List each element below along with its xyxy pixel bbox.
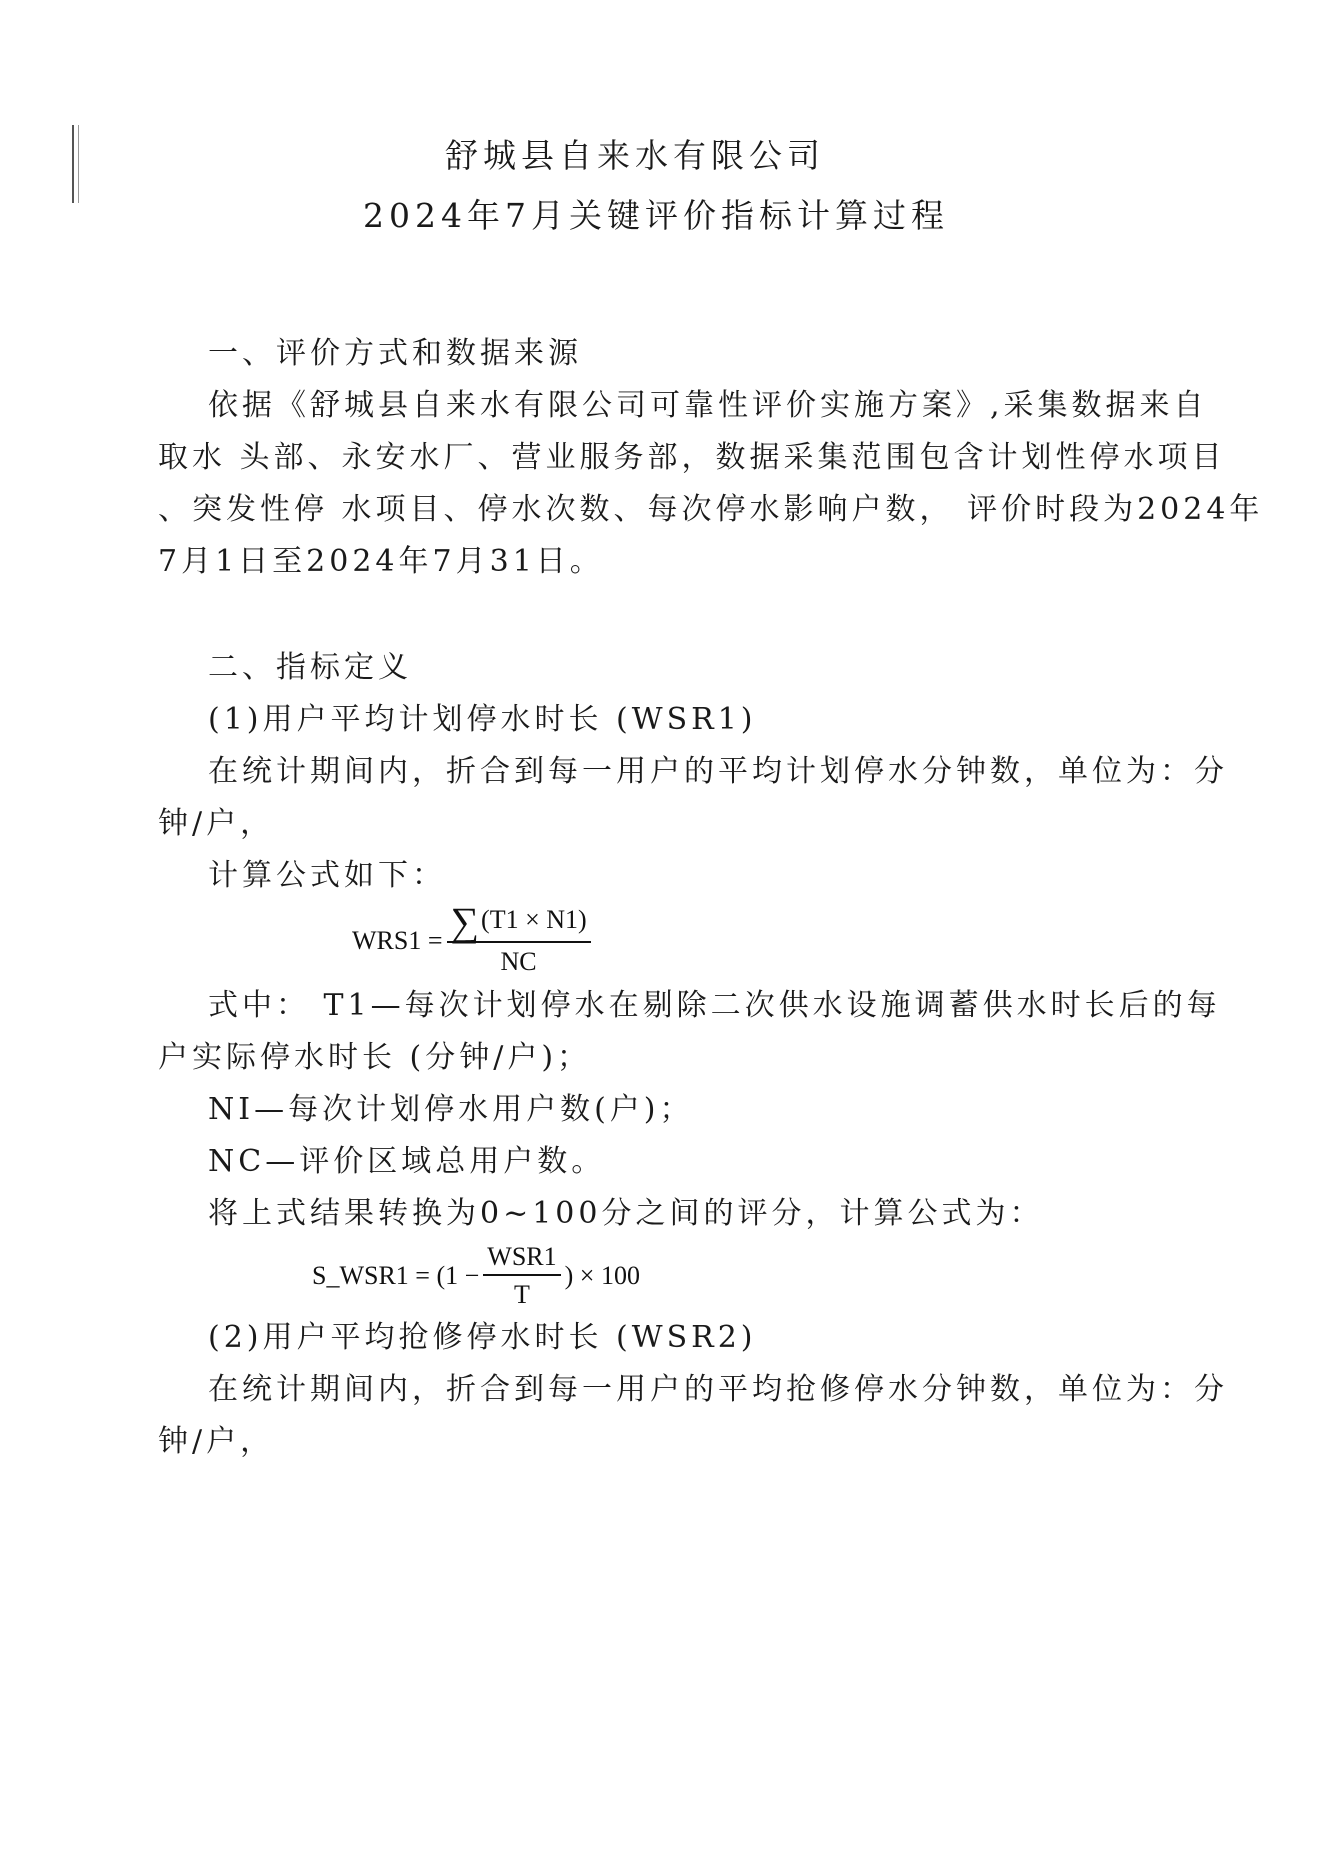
- convert-text: 将上式结果转换为0~100分之间的评分，计算公式为：: [208, 1196, 1044, 1231]
- formula-intro: 计算公式如下：: [208, 858, 446, 893]
- formula-wsr1: [352, 899, 595, 977]
- formula-wsr1-fraction: [447, 899, 591, 977]
- paragraph-1-line-3: 、突发性停 水项目、停水次数、每次停水影响户数， 评价时段为2024年: [158, 492, 1264, 527]
- item-2-heading: (2)用户平均抢修停水时长 (WSR2): [208, 1320, 757, 1355]
- definition-t1-line-2: 户实际停水时长 (分钟/户)；: [158, 1040, 592, 1075]
- binding-mark: [72, 125, 79, 203]
- formula-wsr1-numerator-text: (T1 × N1): [481, 905, 587, 934]
- paragraph-1-line-1: 依据《舒城县自来水有限公司可靠性评价实施方案》,采集数据来自: [208, 388, 1208, 423]
- formula-s-wsr1-numerator: WSR1: [483, 1242, 560, 1276]
- definition-t1-line-1: 式中： T1—每次计划停水在剔除二次供水设施调蓄供水时长后的每: [208, 988, 1221, 1023]
- formula-wsr1-numerator: [447, 899, 591, 945]
- definition-n1: NI—每次计划停水用户数(户)；: [208, 1092, 694, 1127]
- formula-s-wsr1: [312, 1242, 640, 1310]
- definition-nc: NC—评价区域总用户数。: [208, 1144, 606, 1179]
- section-2-heading: 二、指标定义: [208, 650, 412, 685]
- formula-wsr1-denominator: NC: [500, 947, 537, 977]
- doc-title-company: 舒城县自来水有限公司: [445, 136, 825, 175]
- paragraph-1-line-4: 7月1日至2024年7月31日。: [158, 544, 604, 579]
- item-2-paragraph-line-2: 钟/户，: [158, 1424, 275, 1459]
- formula-s-wsr1-fraction: [483, 1242, 560, 1310]
- item-2-paragraph-line-1: 在统计期间内，折合到每一用户的平均抢修停水分钟数，单位为：分: [208, 1372, 1228, 1407]
- paragraph-1-line-2: 取水 头部、永安水厂、营业服务部，数据采集范围包含计划性停水项目: [158, 440, 1226, 475]
- item-1-paragraph-line-2: 钟/户，: [158, 806, 275, 841]
- formula-s-wsr1-rhs: ) × 100: [564, 1261, 640, 1290]
- formula-wsr1-lhs: WRS1 =: [352, 926, 443, 956]
- sigma-symbol: ∑: [450, 899, 480, 945]
- formula-s-wsr1-denominator: T: [514, 1280, 530, 1309]
- item-1-heading: (1)用户平均计划停水时长 (WSR1): [208, 702, 757, 737]
- item-1-paragraph-line-1: 在统计期间内，折合到每一用户的平均计划停水分钟数，单位为：分: [208, 754, 1228, 789]
- section-1-heading: 一、评价方式和数据来源: [208, 336, 582, 371]
- formula-s-wsr1-lhs: S_WSR1 = (1 −: [312, 1261, 480, 1290]
- doc-title-subject: 2024年7月关键评价指标计算过程: [363, 196, 949, 235]
